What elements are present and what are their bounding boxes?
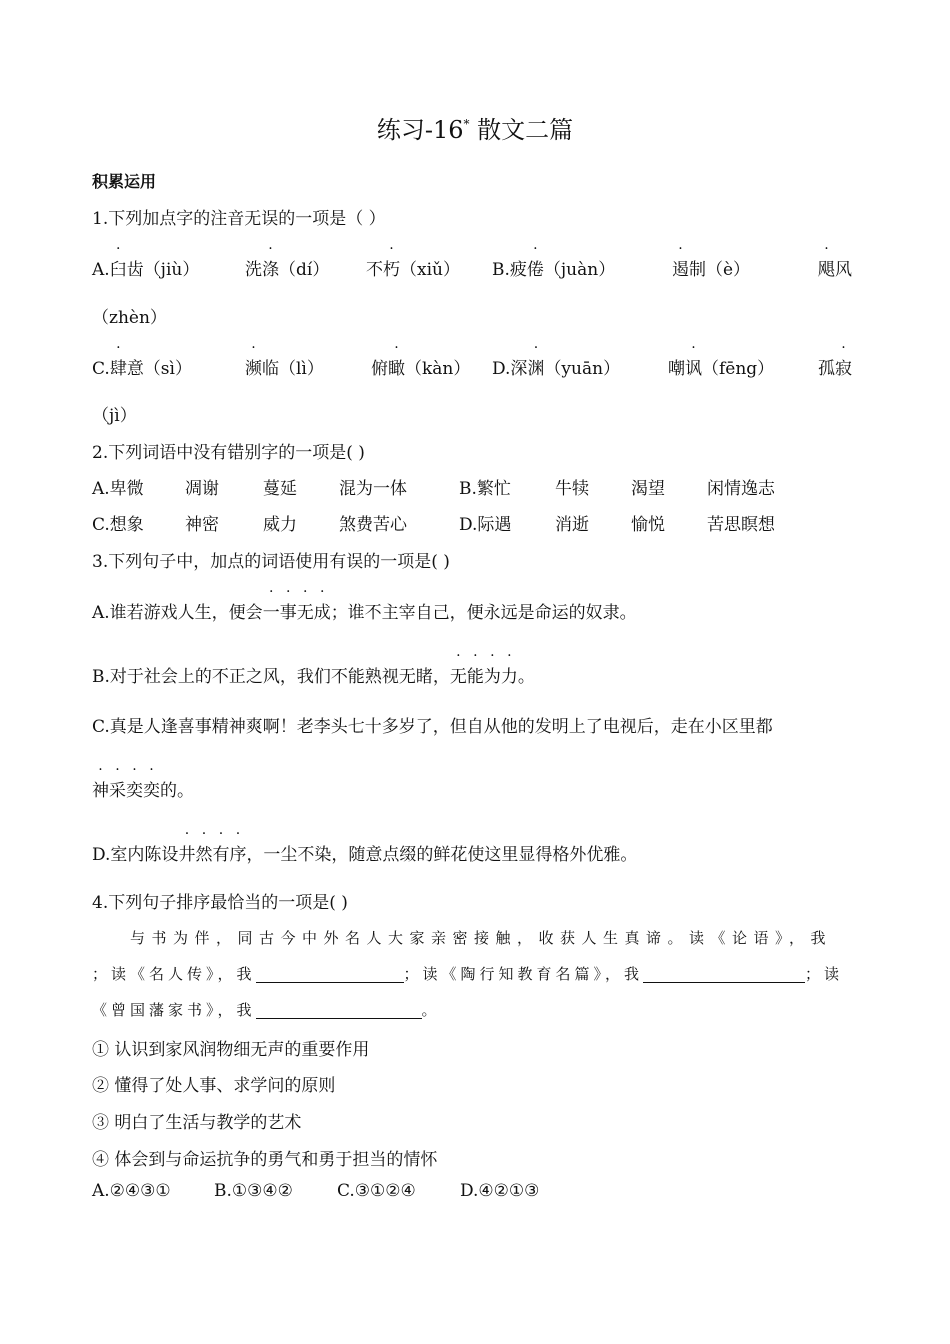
q4-passage-line3: 《曾国藩家书》，我 。 (92, 1001, 441, 1019)
q2-word: C.想象 (92, 515, 144, 535)
q2-word: 威力 (263, 515, 297, 535)
q2-word: 混为一体 (339, 479, 407, 499)
q1-option-a2: 洗涤（dí） (245, 260, 330, 280)
q2-word: 凋谢 (185, 479, 219, 499)
q4-stem: 4.下列句子排序最恰当的一项是( ) (92, 893, 348, 913)
q1-option-a3: 不朽（xiǔ） (366, 260, 460, 280)
q4-passage-line2: ；读《名人传》，我 ；读《陶行知教育名篇》，我 ；读 (92, 965, 844, 983)
q2-word: 蔓延 (263, 479, 297, 499)
q4-option: D.④②①③ (460, 1181, 540, 1201)
q4-option: A.②④③① (92, 1181, 171, 1201)
q1-option-b3-pinyin: （zhèn） (92, 308, 167, 328)
q1-option-c3: 俯瞰（kàn） (371, 359, 471, 379)
q2-word: 苦思瞑想 (707, 515, 775, 535)
q1-option-d3-pinyin: （jì） (92, 406, 137, 426)
q1-option-d3: 孤寂 (818, 359, 852, 379)
q2-word: 煞费苦心 (339, 515, 407, 535)
q1-option-c1: C.肆意（sì） (92, 359, 192, 379)
section-heading: 积累运用 (92, 172, 157, 191)
q2-word: 牛犊 (555, 479, 589, 499)
q2-word: 渴望 (631, 479, 665, 499)
q4-passage-line1: 与书为伴，同古今中外名人大家亲密接触，收获人生真谛。读《论语》，我 (130, 929, 833, 947)
q3-option-a: A.谁若游戏人生，便会一事无成；谁不主宰自己，便永远是命运的奴隶。 (92, 603, 637, 623)
q2-stem: 2.下列词语中没有错别字的一项是( ) (92, 443, 365, 463)
q4-item: ② 懂得了处人事、求学问的原则 (92, 1076, 336, 1096)
q1-option-b3: 飓风 (818, 260, 852, 280)
q2-word: 愉悦 (631, 515, 665, 535)
q1-option-a1: A.臼齿（jiù） (92, 260, 200, 280)
page-title: 练习-16* 散文二篇 (376, 116, 574, 144)
answer-blank (256, 1000, 422, 1019)
q2-word: 神密 (185, 515, 219, 535)
q2-word: D.际遇 (459, 515, 512, 535)
q4-option: C.③①②④ (337, 1181, 416, 1201)
q1-stem: 1.下列加点字的注音无误的一项是（ ） (92, 209, 386, 229)
q2-word: A.卑微 (92, 479, 144, 499)
answer-blank (643, 964, 805, 983)
q2-word: B.繁忙 (459, 479, 511, 499)
q3-stem: 3.下列句子中，加点的词语使用有误的一项是( ) (92, 552, 450, 572)
q2-word: 闲情逸志 (707, 479, 775, 499)
q4-option: B.①③④② (214, 1181, 293, 1201)
q1-option-b2: 遏制（è） (672, 260, 751, 280)
q3-option-c-line1: C.真是人逢喜事精神爽啊！老李头七十多岁了，但自从他的发明上了电视后，走在小区里都 (92, 717, 773, 737)
q1-option-b1: B.疲倦（juàn） (492, 260, 616, 280)
q4-item: ③ 明白了生活与教学的艺术 (92, 1113, 302, 1133)
q4-item: ④ 体会到与命运抗争的勇气和勇于担当的情怀 (92, 1150, 438, 1170)
q1-option-d2: 嘲讽（fēng） (668, 359, 775, 379)
q1-option-c2: 濒临（lì） (245, 359, 324, 379)
q3-option-b: B.对于社会上的不正之风，我们不能熟视无睹，无能为力。 (92, 667, 535, 687)
q3-option-c-line2: 神采奕奕的。 (92, 781, 194, 801)
q4-item: ① 认识到家风润物细无声的重要作用 (92, 1040, 370, 1060)
q1-option-d1: D.深渊（yuān） (492, 359, 621, 379)
q2-word: 消逝 (555, 515, 589, 535)
q3-option-d: D.室内陈设井然有序，一尘不染，随意点缀的鲜花使这里显得格外优雅。 (92, 845, 638, 865)
answer-blank (256, 964, 404, 983)
